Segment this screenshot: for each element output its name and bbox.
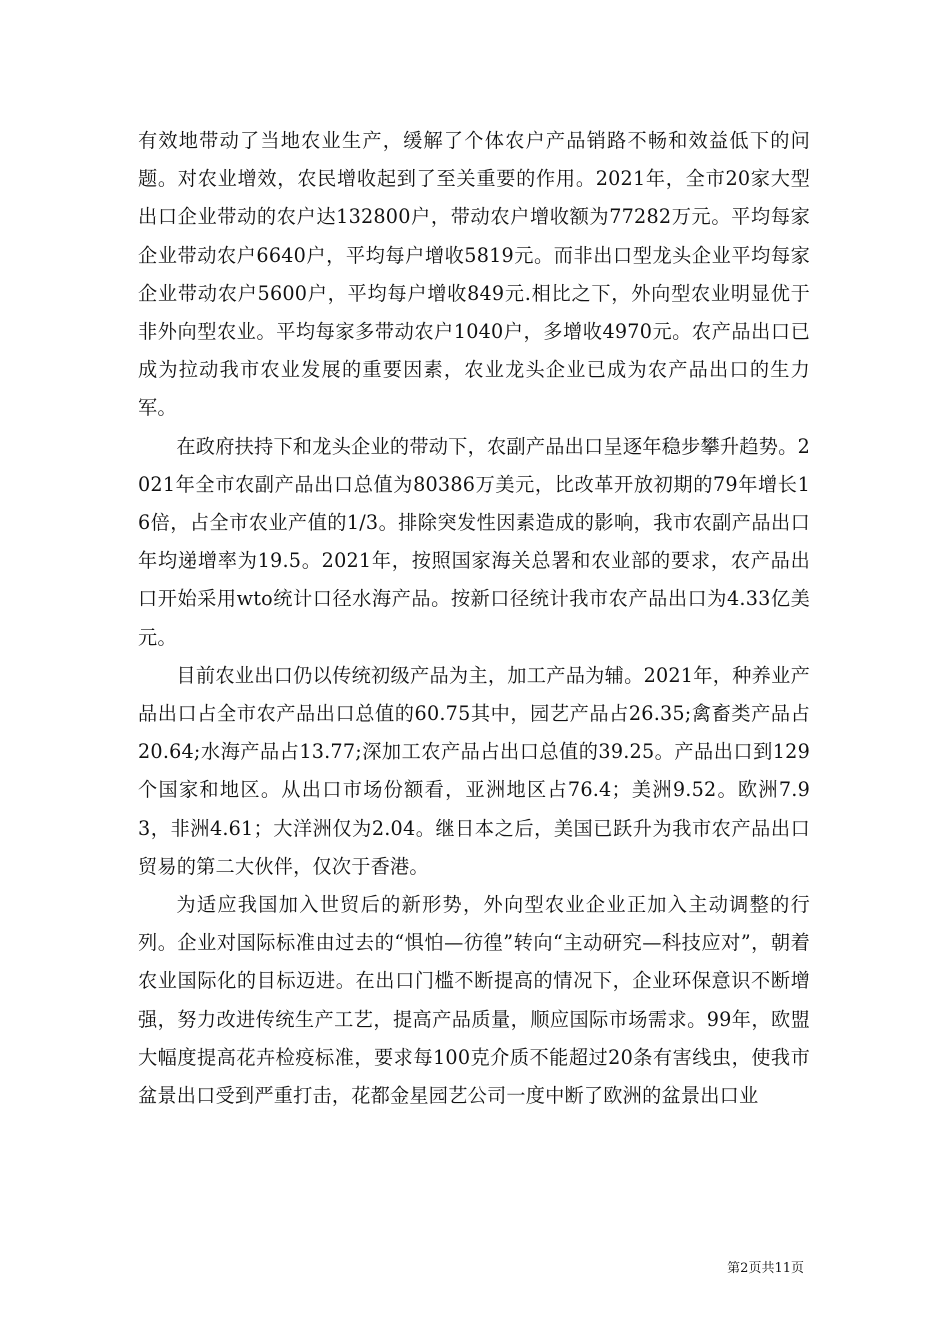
paragraph-2: 在政府扶持下和龙头企业的带动下，农副产品出口呈逐年稳步攀升趋势。2021年全市农副产品出口总值为80386万美元，比改革开放初期的79年增长16倍，占全市农业产值的1/3。排除突发性因素造成的影响，我市农副产品出口年均递增率为19.5。2021年，按照国家海关总署和农业部的要求，农产品出口开始采用wto统计口径水海产品。按新口径统计我市农产品出口为4.33亿美元。 [138,434,810,649]
paragraph-4: 为适应我国加入世贸后的新形势，外向型农业企业正加入主动调整的行列。企业对国际标准由过去的“惧怕—彷徨”转向“主动研究—科技应对”，朝着农业国际化的目标迈进。在出口门槛不断提高的情况下，企业环保意识不断增强，努力改进传统生产工艺，提高产品质量，顺应国际市场需求。99年，欧盟大幅度提高花卉检疫标准，要求每100克介质不能超过20条有害线虫，使我市盆景出口受到严重打击，花都金星园艺公司一度中断了欧洲的盆景出口业 [138,893,810,1108]
paragraph-1: 有效地带动了当地农业生产，缓解了个体农户产品销路不畅和效益低下的问题。对农业增效，农民增收起到了至关重要的作用。2021年，全市20家大型出口企业带动的农户达132800户，带动农户增收额为77282万元。平均每家企业带动农户6640户，平均每户增收5819元。而非出口型龙头企业平均每家企业带动农户5600户，平均每户增收849元.相比之下，外向型农业明显优于非外向型农业。平均每家多带动农户1040户，多增收4970元。农产品出口已成为拉动我市农业发展的重要因素，农业龙头企业已成为农产品出口的生力军。 [138,129,810,420]
body-text [138,122,810,1115]
paragraph-3: 目前农业出口仍以传统初级产品为主，加工产品为辅。2021年，种养业产品出口占全市农产品出口总值的60.75其中，园艺产品占26.35;禽畜类产品占20.64;水海产品占13.77;深加工农产品占出口总值的39.25。产品出口到129个国家和地区。从出口市场份额看，亚洲地区占76.4；美洲9.52。欧洲7.93，非洲4.61；大洋洲仅为2.04。继日本之后，美国已跃升为我市农产品出口贸易的第二大伙伴，仅次于香港。 [138,663,810,878]
page-number: 第2页共11页 [727,1261,804,1276]
